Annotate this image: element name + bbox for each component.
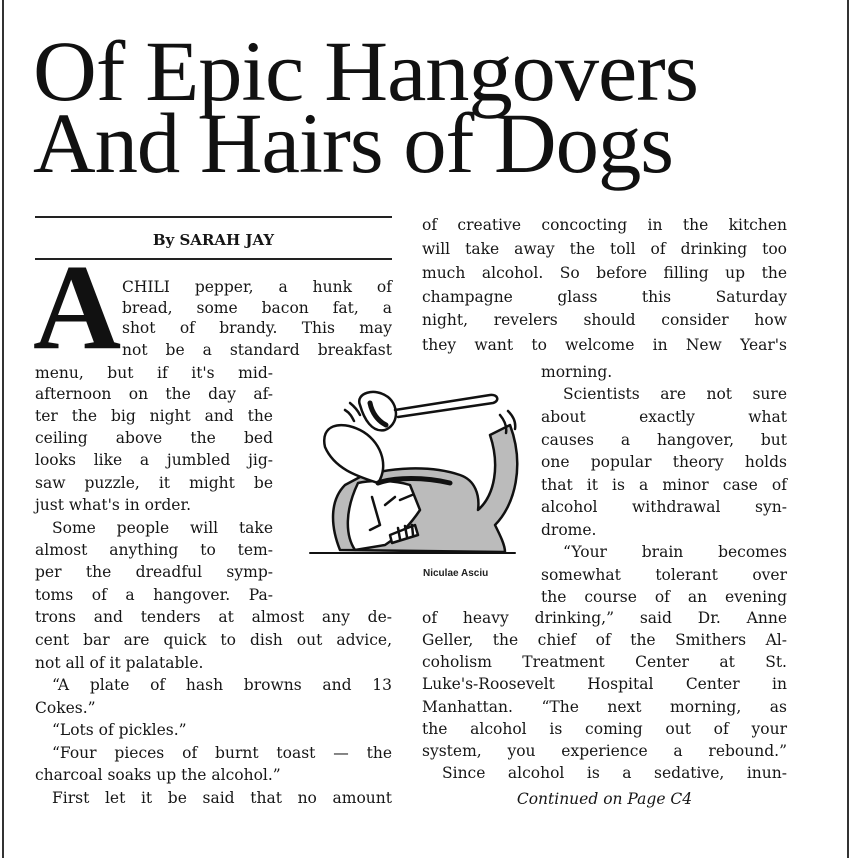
left-column-line <box>122 276 392 298</box>
right-column-line <box>563 541 787 563</box>
text-line: not be a standard breakfast <box>122 341 392 359</box>
text-line: Geller, the chief of the Smithers Al- <box>422 631 787 649</box>
right-column-line <box>422 286 787 308</box>
right-column-line <box>422 696 787 718</box>
text-line: Manhattan. “The next morning, as <box>422 698 787 716</box>
text-line: First let it be said that no amount <box>52 789 392 807</box>
left-column-line <box>35 427 273 449</box>
text-line: “Lots of pickles.” <box>52 721 187 739</box>
left-column-line <box>35 629 392 651</box>
text-line: charcoal soaks up the alcohol.” <box>35 766 281 784</box>
text-line: “Four pieces of burnt toast — the <box>52 744 392 762</box>
right-column-line <box>541 429 787 451</box>
left-column-line <box>35 561 273 583</box>
left-column-line <box>52 674 392 696</box>
head-lid <box>324 425 383 483</box>
headline-line-1: Of Epic Hangovers <box>33 23 699 119</box>
text-line: almost anything to tem- <box>35 541 273 559</box>
left-column-line <box>35 405 273 427</box>
right-column-line <box>541 519 787 541</box>
text-line: toms of a hangover. Pa- <box>35 586 273 604</box>
right-column-line <box>422 607 787 629</box>
right-column-line <box>422 238 787 260</box>
byline: By SARAH JAY <box>152 231 275 249</box>
text-line: the alcohol is coming out of your <box>422 720 787 738</box>
left-column-line <box>35 362 273 384</box>
right-column-line <box>422 262 787 284</box>
right-column-line <box>541 474 787 496</box>
text-line: they want to welcome in New Year's <box>422 336 787 354</box>
text-line: ceiling above the bed <box>35 429 273 447</box>
left-column-line <box>52 787 392 809</box>
left-column-line <box>35 494 273 516</box>
right-column-line <box>422 673 787 695</box>
text-line: shot of brandy. This may <box>122 319 392 337</box>
text-line: the course of an evening <box>541 588 787 606</box>
text-line: champagne glass this Saturday <box>422 288 787 306</box>
right-column-line <box>442 762 787 784</box>
text-line: looks like a jumbled jig- <box>35 451 273 469</box>
right-column-line <box>422 334 787 356</box>
right-column-line <box>422 718 787 740</box>
text-line: menu, but if it's mid- <box>35 364 273 382</box>
text-line: morning. <box>541 363 613 381</box>
left-column-line <box>35 449 273 471</box>
text-line: bread, some bacon fat, a <box>122 299 392 317</box>
text-line: cent bar are quick to dish out advice, <box>35 631 392 649</box>
hangover-cartoon-illustration <box>300 385 540 565</box>
right-column-line <box>541 586 787 608</box>
left-column-line <box>35 539 273 561</box>
text-line: saw puzzle, it might be <box>35 474 273 492</box>
byline-top-rule <box>35 216 392 218</box>
text-line: “Your brain becomes <box>563 543 787 561</box>
text-line: Cokes.” <box>35 699 96 717</box>
left-column-line <box>35 606 392 628</box>
text-line: trons and tenders at almost any de- <box>35 608 392 626</box>
right-column-line <box>422 309 787 331</box>
right-column-line <box>563 383 787 405</box>
right-column-line <box>541 361 787 383</box>
right-column-line <box>541 406 787 428</box>
text-line: coholism Treatment Center at St. <box>422 653 787 671</box>
right-column-line <box>541 451 787 473</box>
text-line: causes a hangover, but <box>541 431 787 449</box>
left-column-line <box>35 383 273 405</box>
text-line: Luke's-Roosevelt Hospital Center in <box>422 675 787 693</box>
text-line: Some people will take <box>52 519 273 537</box>
text-line: Since alcohol is a sedative, inun- <box>442 764 787 782</box>
text-line: drome. <box>541 521 597 539</box>
left-column-line <box>52 719 392 741</box>
left-column-line <box>52 517 273 539</box>
left-column-line <box>52 742 392 764</box>
text-line: somewhat tolerant over <box>541 566 787 584</box>
text-line: of creative concocting in the kitchen <box>422 216 787 234</box>
right-column-line <box>541 496 787 518</box>
illustration-credit: Niculae Asciu <box>423 568 489 579</box>
headline-line-2: And Hairs of Dogs <box>33 95 673 191</box>
text-line: about exactly what <box>541 408 787 426</box>
right-column-line <box>422 214 787 236</box>
drop-cap: A <box>33 262 121 354</box>
left-column-line <box>122 297 392 319</box>
text-line: just what's in order. <box>35 496 192 514</box>
left-column-line <box>35 584 273 606</box>
text-line: afternoon on the day af- <box>35 385 273 403</box>
text-line: not all of it palatable. <box>35 654 204 672</box>
text-line: will take away the toll of drinking too <box>422 240 787 258</box>
text-line: much alcohol. So before filling up the <box>422 264 787 282</box>
text-line: system, you experience a rebound.” <box>422 742 787 760</box>
right-column-line <box>422 740 787 762</box>
plunger <box>359 392 396 430</box>
left-column-line <box>122 339 392 361</box>
text-line: one popular theory holds <box>541 453 787 471</box>
byline-bottom-rule <box>35 258 392 260</box>
left-column-line <box>35 764 392 786</box>
left-column-line <box>122 317 392 339</box>
right-column-line <box>541 564 787 586</box>
text-line: night, revelers should consider how <box>422 311 787 329</box>
left-column-line <box>35 652 392 674</box>
left-column-line <box>35 697 392 719</box>
text-line: Scientists are not sure <box>563 385 787 403</box>
right-column-line <box>422 651 787 673</box>
left-column-line <box>35 472 273 494</box>
continued-note: Continued on Page C4 <box>516 790 693 808</box>
text-line: CHILI pepper, a hunk of <box>122 278 392 296</box>
text-line: of heavy drinking,” said Dr. Anne <box>422 609 787 627</box>
text-line: per the dreadful symp- <box>35 563 273 581</box>
text-line: alcohol withdrawal syn- <box>541 498 787 516</box>
text-line: that it is a minor case of <box>541 476 787 494</box>
text-line: “A plate of hash browns and 13 <box>52 676 392 694</box>
right-column-line <box>422 629 787 651</box>
text-line: ter the big night and the <box>35 407 273 425</box>
